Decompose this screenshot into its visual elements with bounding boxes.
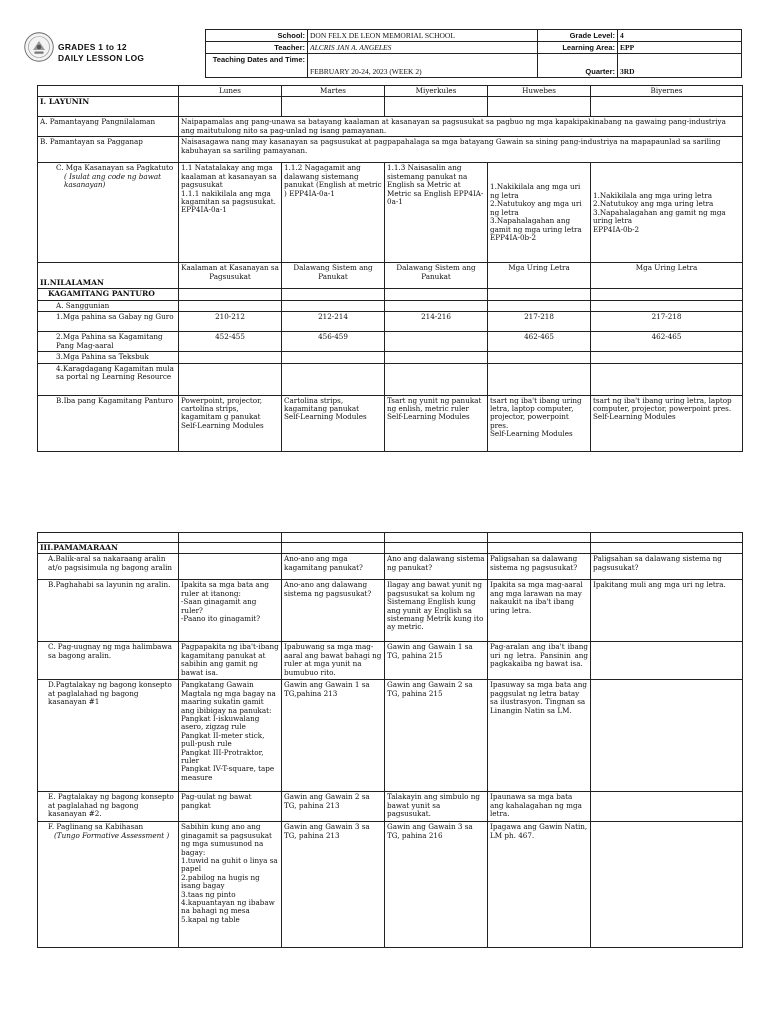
kasanayan-martes: 1.1.2 Nagagamit ang dalawang sistemang panukat (English at metric ) EPP4IA-0a-1 xyxy=(282,163,385,263)
school-label: School: xyxy=(206,30,308,42)
kasanayan-biyernes: 1.Nakikilala ang mga uring letra 2.Natutukoy ang mga uring letra 3.Napahalagahan ang gamit ng mga uring letra EPP4IA-0b-2 xyxy=(591,163,743,263)
magaaral-huwebes: 462-465 xyxy=(488,332,591,352)
pagtalakay-2-label: E. Pagtalakay ng bagong konsepto at paglalahad ng bagong kasanayan #2. xyxy=(38,792,179,822)
kasanayan-lunes: 1.1 Natatalakay ang mga kaalaman at kasanayan sa pagsusukat 1.1.1 nakikilala ang mga kagamitan sa pagsusukat. EPP4IA-0a-1 xyxy=(179,163,282,263)
iba-huwebes: tsart ng iba't ibang uring letra, laptop computer, projector, powerpoint pres. Self-Learning Modules xyxy=(488,395,591,451)
procedure-table xyxy=(37,532,743,948)
magaaral-miyerkules xyxy=(385,332,488,352)
kagamitan-heading: KAGAMITANG PANTURO xyxy=(38,289,179,300)
deped-seal-icon xyxy=(24,32,54,62)
day-lunes: Lunes xyxy=(179,86,282,97)
gabay-guro-huwebes: 217-218 xyxy=(488,312,591,332)
paghahabi-label: B.Paghahabi sa layunin ng aralin. xyxy=(38,580,179,642)
pagtalakay-2-martes: Gawin ang Gawain 2 sa TG, pahina 213 xyxy=(282,792,385,822)
quarter-value: 3RD xyxy=(618,54,742,78)
day-biyernes: Biyernes xyxy=(591,86,743,97)
kasanayan-title: C. Mga Kasanayan sa Pagkatuto xyxy=(56,163,174,173)
paglinang-biyernes xyxy=(591,822,743,948)
learning-resource-label: 4.Karagdagang Kagamitan mula sa portal ng Learning Resource xyxy=(38,363,179,395)
pamamaraan-heading: III.PAMAMARAAN xyxy=(38,543,179,554)
teksbuk-label: 3.Mga Pahina sa Teksbuk xyxy=(38,352,179,363)
dll-title xyxy=(58,42,144,64)
balik-aral-martes: Ano-ano ang mga kagamitang panukat? xyxy=(282,554,385,580)
gabay-guro-lunes: 210-212 xyxy=(179,312,282,332)
pagtalakay-1-label: D.Pagtalakay ng bagong konsepto at paglalahad ng bagong kasanayan #1 xyxy=(38,680,179,792)
pag-uugnay-martes: Ipabuwang sa mga mag-aaral ang bawat bahagi ng ruler at mga yunit na bumubuo rito. xyxy=(282,642,385,680)
teacher-label: Teacher: xyxy=(206,42,308,54)
area-value: EPP xyxy=(618,42,742,54)
magaaral-lunes: 452-455 xyxy=(179,332,282,352)
header-info-table xyxy=(205,29,742,78)
paghahabi-biyernes: Ipakitang muli ang mga uri ng letra. xyxy=(591,580,743,642)
paglinang-label xyxy=(38,822,179,948)
pagtalakay-1-miyerkules: Gawin ang Gawain 2 sa TG, pahina 215 xyxy=(385,680,488,792)
paglinang-huwebes: Ipagawa ang Gawin Natin, LM ph. 467. xyxy=(488,822,591,948)
title-line-2: DAILY LESSON LOG xyxy=(58,53,145,63)
kasanayan-label xyxy=(38,163,179,263)
pagtalakay-2-huwebes: Ipaunawa sa mga bata ang kahalagahan ng mga letra. xyxy=(488,792,591,822)
dates-value: FEBRUARY 20-24, 2023 (WEEK 2) xyxy=(308,54,538,78)
gabay-guro-miyerkules: 214-216 xyxy=(385,312,488,332)
nilalaman-huwebes: Mga Uring Letra xyxy=(488,263,591,289)
pagtalakay-1-lunes: Pangkatang Gawain Magtala ng mga bagay na maaring sukatin gamit ang ibibigay na panukat: Pangkat I-iskuwalang asero, zigzag rule Pangkat II-meter stick, pull-push rule Pangkat III-Protraktor, ruler Pangkat IV-T-square, tape measure xyxy=(179,680,282,792)
objectives-table xyxy=(37,85,743,452)
balik-aral-label: A.Balik-aral sa nakaraang aralin at/o pagsisimula ng bagong aralin xyxy=(38,554,179,580)
kasanayan-miyerkules: 1.1.3 Naisasalin ang sistemang panukat na English sa Metric at Metric sa English EPP4IA-0a-1 xyxy=(385,163,488,263)
school-value: DON FELX DE LEON MEMORIAL SCHOOL xyxy=(308,30,538,42)
balik-aral-huwebes: Paligsahan sa dalawang sistema ng pagsusukat? xyxy=(488,554,591,580)
pagtalakay-1-biyernes xyxy=(591,680,743,792)
layunin-heading: I. LAYUNIN xyxy=(38,97,179,117)
title-line-1: GRADES 1 to 12 xyxy=(58,42,127,52)
area-label: Learning Area: xyxy=(538,42,618,54)
magaaral-biyernes: 462-465 xyxy=(591,332,743,352)
pamantayang-pangnilalaman-value: Naipapamalas ang pang-unawa sa batayang kaalaman at kasanayan sa pagsusukat sa pagbuo ng mga kapakipakinabang na gawaing pang-industriya ang maitutulong nito sa pag-unlad ng isang pamayanan. xyxy=(179,117,743,137)
pag-uugnay-label: C. Pag-uugnay ng mga halimbawa sa bagong aralin. xyxy=(38,642,179,680)
pagtalakay-2-lunes: Pag-uulat ng bawat pangkat xyxy=(179,792,282,822)
iba-biyernes: tsart ng iba't ibang uring letra, laptop computer, projector, powerpoint pres. Self-Learning Modules xyxy=(591,395,743,451)
paghahabi-lunes: Ipakita sa mga bata ang ruler at itanong: -Saan ginagamit ang ruler? -Paano ito ginagamit? xyxy=(179,580,282,642)
iba-miyerkules: Tsart ng yunit ng panukat ng enlish, metric ruler Self-Learning Modules xyxy=(385,395,488,451)
iba-kagamitan-label: B.Iba pang Kagamitang Panturo xyxy=(38,395,179,451)
pagtalakay-1-huwebes: Ipasuway sa mga bata ang paggsulat ng letra batay sa ilustrasyon. Tingnan sa Linangin Natin sa LM. xyxy=(488,680,591,792)
day-martes: Martes xyxy=(282,86,385,97)
paghahabi-huwebes: Ipakita sa mga mag-aaral ang mga larawan na may nakaukit na iba't ibang uring letra. xyxy=(488,580,591,642)
nilalaman-miyerkules: Dalawang Sistem ang Panukat xyxy=(385,263,488,289)
gabay-guro-label: 1.Mga pahina sa Gabay ng Guro xyxy=(38,312,179,332)
pagtalakay-1-martes: Gawin ang Gawain 1 sa TG,pahina 213 xyxy=(282,680,385,792)
paghahabi-miyerkules: Ilagay ang bawat yunit ng pagsusukat sa kolum ng Sistemang English kung ang yunit ay English sa sistemang Metrik kung ito ay metric. xyxy=(385,580,488,642)
gabay-guro-biyernes: 217-218 xyxy=(591,312,743,332)
pag-uugnay-miyerkules: Gawin ang Gawain 1 sa TG, pahina 215 xyxy=(385,642,488,680)
day-miyerkules: Miyerkules xyxy=(385,86,488,97)
nilalaman-martes: Dalawang Sistem ang Panukat xyxy=(282,263,385,289)
pag-uugnay-huwebes: Pag-aralan ang iba't ibang uri ng letra. Pansinin ang pagkakaiba ng bawat isa. xyxy=(488,642,591,680)
kasanayan-huwebes: 1.Nakikilala ang mga uri ng letra 2.Natutukoy ang mga uri ng letra 3.Napahalagahan ang gamit ng mga uring letra EPP4IA-0b-2 xyxy=(488,163,591,263)
teacher-value: ALCRIS JAN A. ANGELES xyxy=(308,42,538,54)
pamantayan-pagganap-label: B. Pamantayan sa Pagganap xyxy=(38,137,179,163)
grade-value: 4 xyxy=(618,30,742,42)
pagtalakay-2-miyerkules: Talakayin ang simbulo ng bawat yunit sa pagsusukat. xyxy=(385,792,488,822)
pagtalakay-2-biyernes xyxy=(591,792,743,822)
iba-martes: Cartolina strips, kagamitang panukat Self-Learning Modules xyxy=(282,395,385,451)
magaaral-martes: 456-459 xyxy=(282,332,385,352)
pag-uugnay-biyernes xyxy=(591,642,743,680)
kasanayan-sub: ( Isulat ang code ng bawat kasanayan) xyxy=(64,171,162,190)
gabay-guro-martes: 212-214 xyxy=(282,312,385,332)
kagamitang-magaaral-label: 2.Mga Pahina sa Kagamitang Pang Mag-aaral xyxy=(38,332,179,352)
grade-label: Grade Level: xyxy=(538,30,618,42)
balik-aral-biyernes: Paligsahan sa dalawang sistema ng pagsusukat? xyxy=(591,554,743,580)
day-huwebes: Huwebes xyxy=(488,86,591,97)
nilalaman-biyernes: Mga Uring Letra xyxy=(591,263,743,289)
quarter-label: Quarter: xyxy=(538,54,618,78)
pamantayang-pangnilalaman-label: A. Pamantayang Pangnilalaman xyxy=(38,117,179,137)
paglinang-martes: Gawin ang Gawain 3 sa TG, pahina 213 xyxy=(282,822,385,948)
paghahabi-martes: Ano-ano ang dalawang sistema ng pagsusukat? xyxy=(282,580,385,642)
nilalaman-heading: II.NILALAMAN xyxy=(38,263,179,289)
sanggunian-label: A. Sanggunian xyxy=(38,300,179,311)
balik-aral-lunes xyxy=(179,554,282,580)
pag-uugnay-lunes: Pagpapakita ng iba't-ibang kagamitang panukat at sabihin ang gamit ng bawat isa. xyxy=(179,642,282,680)
dates-label: Teaching Dates and Time: xyxy=(206,54,308,78)
pamantayan-pagganap-value: Naisasagawa nang may kasanayan sa pagsusukat at pagpapahalaga sa mga batayang Gawain sa sining pang-industriya na mapapaunlad sa sariling kabuhayan sa sariling pamayanan. xyxy=(179,137,743,163)
paglinang-title: F. Paglinang sa Kabihasan xyxy=(48,822,144,832)
nilalaman-lunes: Kaalaman at Kasanayan sa Pagsusukat xyxy=(179,263,282,289)
paglinang-miyerkules: Gawin ang Gawain 3 sa TG, pahina 216 xyxy=(385,822,488,948)
paglinang-lunes: Sabihin kung ano ang ginagamit sa pagsusukat ng mga sumusunod na bagay: 1.tuwid na guhit o linya sa papel 2.pabilog na hugis ng isang bagay 3.taas ng pinto 4.kapuantayan ng ibabaw na bahagi ng mesa 5.kapal ng table xyxy=(179,822,282,948)
iba-lunes: Powerpoint, projector, cartolina strips, kagamitam g panukat Self-Learning Modules xyxy=(179,395,282,451)
balik-aral-miyerkules: Ano ang dalawang sistema ng panukat? xyxy=(385,554,488,580)
paglinang-sub: (Tungo Formative Assessment ) xyxy=(54,830,170,840)
